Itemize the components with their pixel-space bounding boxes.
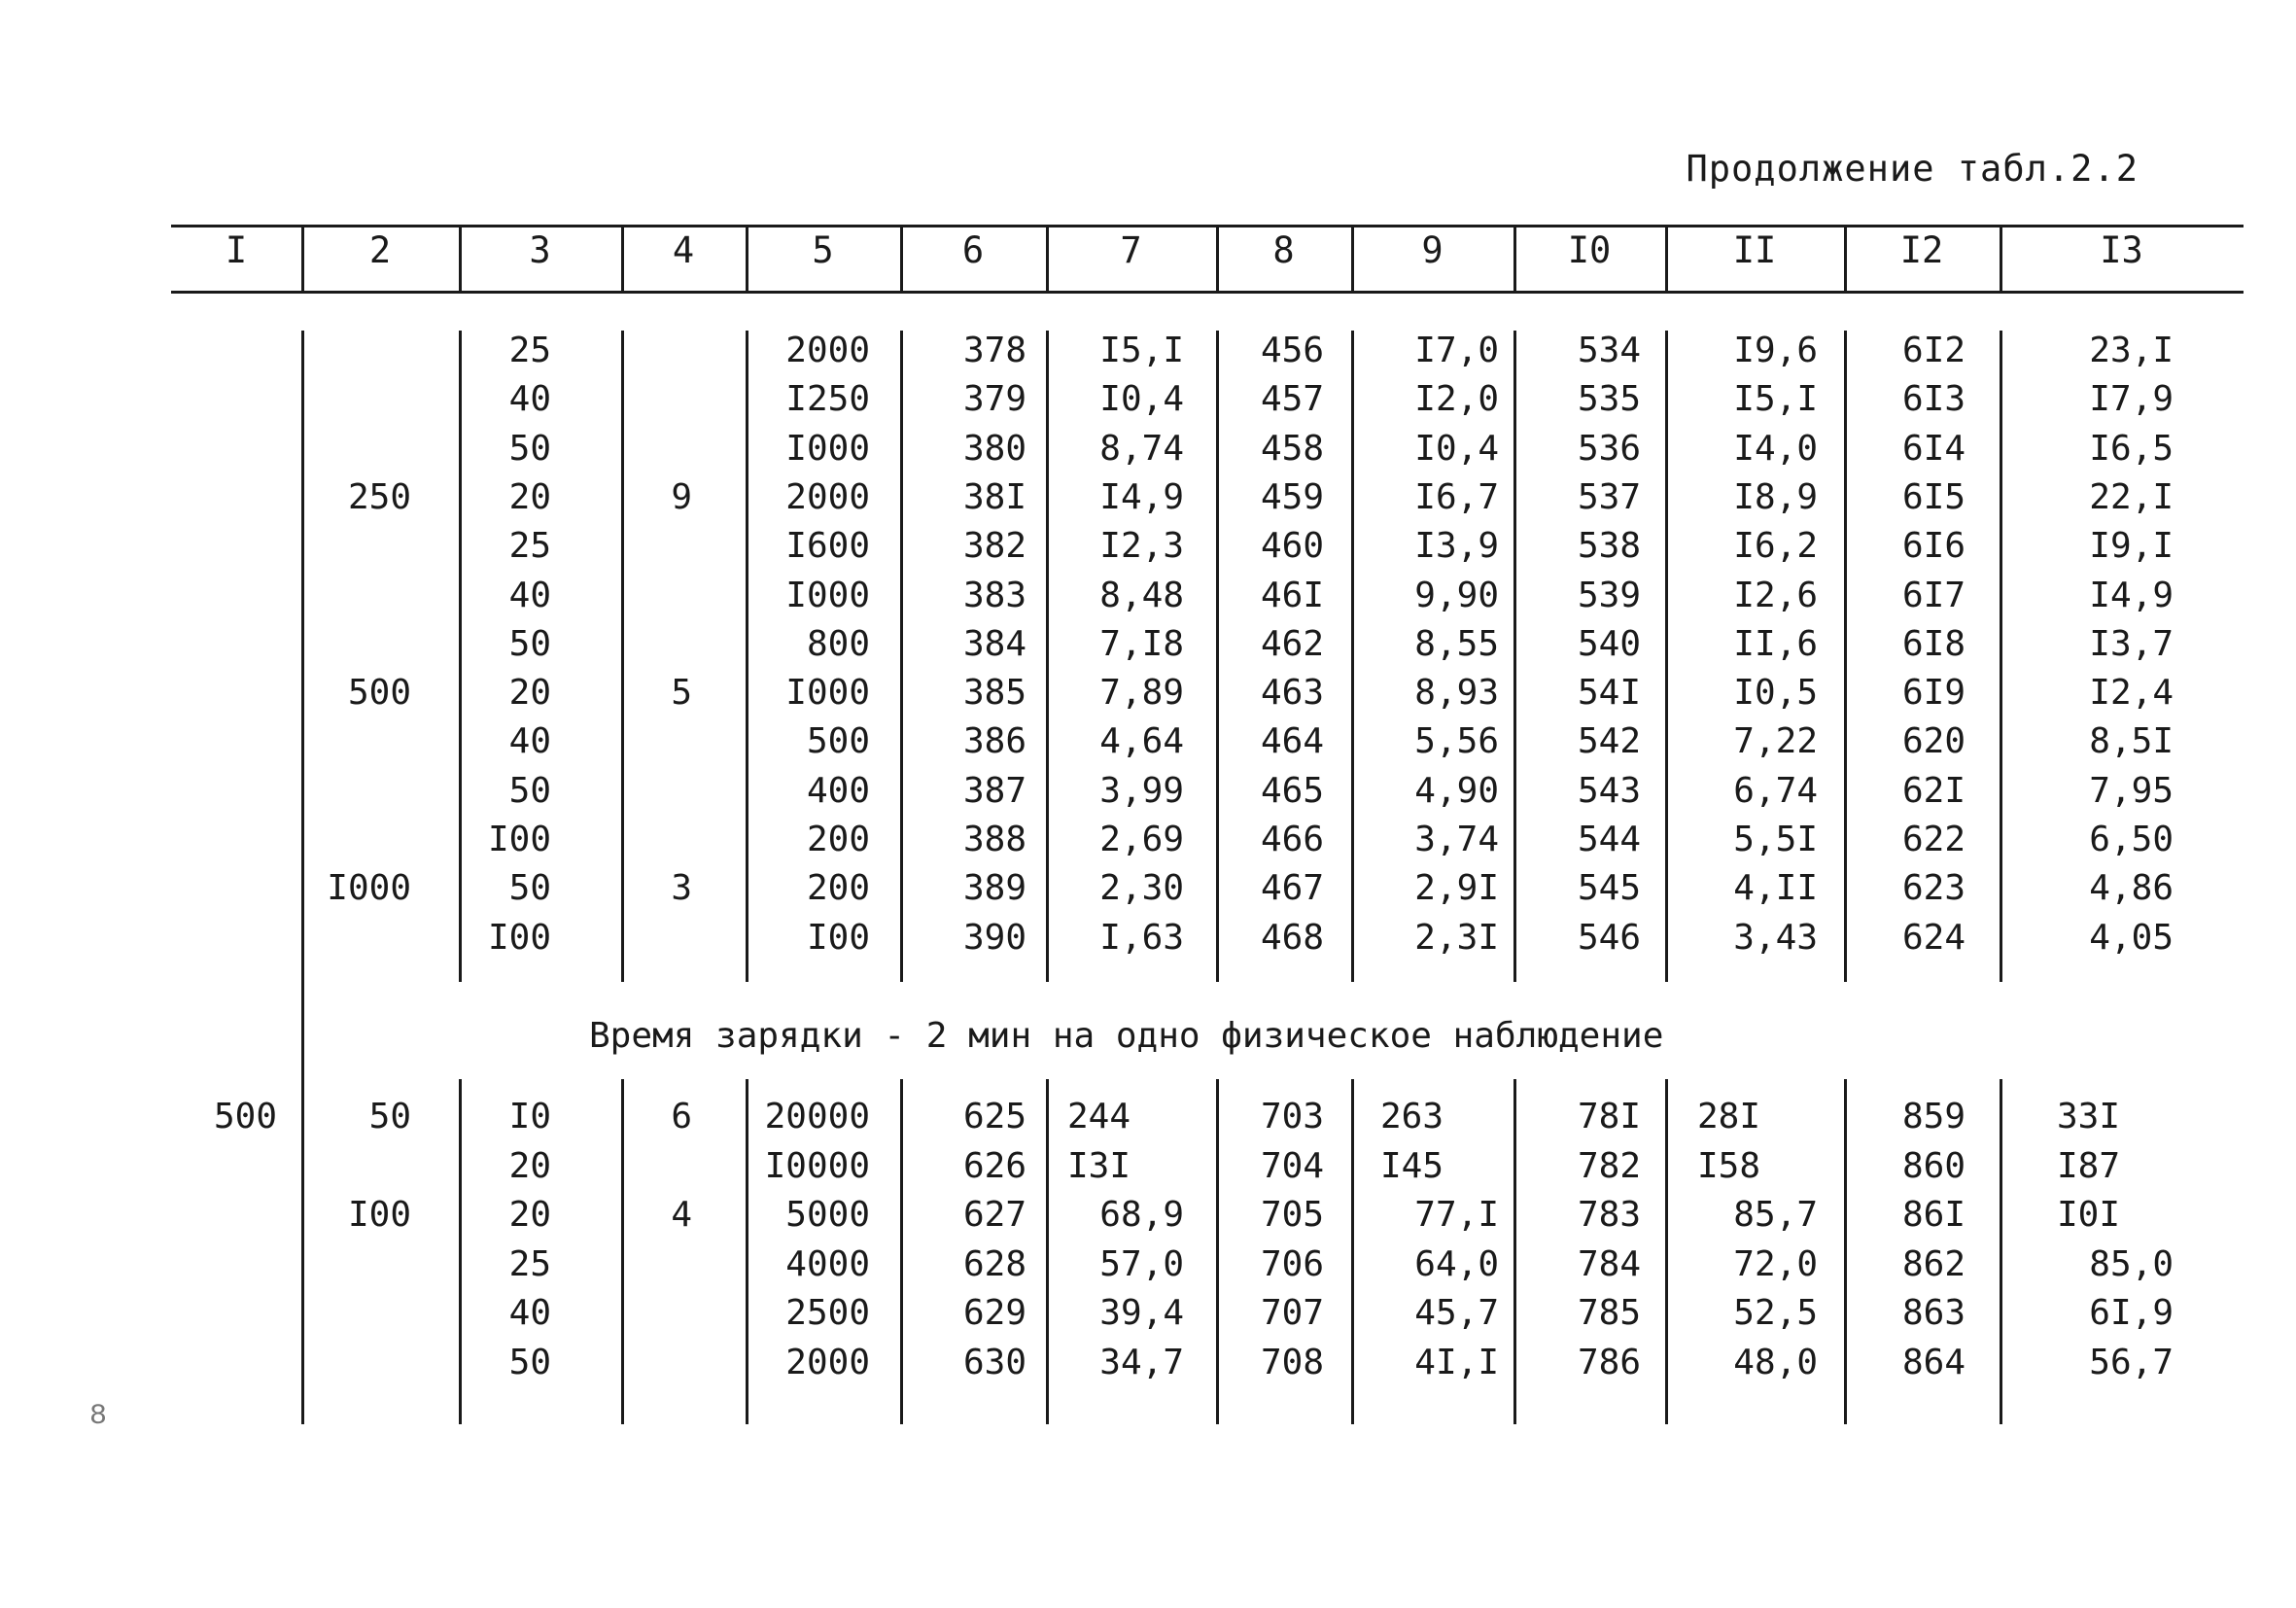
table-caption: Продолжение табл.2.2	[1686, 148, 2139, 190]
table-cell: I000	[785, 575, 870, 615]
table-cell: 538	[1577, 526, 1641, 567]
table-cell: 5,56	[1414, 721, 1499, 762]
table-cell: 860	[1901, 1145, 1966, 1186]
table-cell: 388	[962, 820, 1026, 859]
table-cell: 50	[368, 1097, 411, 1136]
table-cell: 464	[1260, 721, 1324, 762]
table-cell: 50	[508, 868, 551, 909]
table-cell: 6I7	[1901, 575, 1966, 615]
table-cell: 7,I8	[1099, 623, 1184, 664]
table-cell: 862	[1901, 1243, 1966, 1284]
table-cell: 535	[1577, 379, 1641, 420]
table-cell: I,63	[1099, 917, 1184, 958]
table-cell: I0000	[764, 1145, 870, 1186]
table-cell: 628	[962, 1243, 1026, 1284]
table-cell: 20000	[764, 1097, 870, 1136]
header-column-divider	[1046, 225, 1049, 293]
table-cell: I00	[487, 820, 551, 859]
table-cell: 800	[806, 623, 870, 664]
body-column-divider	[301, 982, 304, 1079]
header-column-divider	[2000, 225, 2002, 293]
header-column-divider	[1844, 225, 1847, 293]
table-cell: 8,5I	[2089, 721, 2174, 762]
table-cell: 623	[1901, 868, 1966, 909]
table-cell: 864	[1901, 1342, 1966, 1382]
table-cell: I4,9	[2089, 575, 2174, 615]
body-column-divider	[1046, 1079, 1049, 1424]
table-cell: 785	[1577, 1293, 1641, 1333]
table-cell: 459	[1260, 476, 1324, 517]
table-cell: 630	[962, 1342, 1026, 1382]
table-cell: 620	[1901, 721, 1966, 762]
column-header-3: 3	[529, 229, 551, 271]
column-header-9: 9	[1421, 229, 1444, 271]
body-column-divider	[621, 1079, 624, 1424]
table-cell: 263	[1380, 1097, 1444, 1136]
table-cell: 626	[962, 1145, 1026, 1186]
table-cell: I6,7	[1414, 476, 1499, 517]
table-cell: I9,I	[2089, 526, 2174, 567]
table-cell: 6I5	[1901, 476, 1966, 517]
body-column-divider	[2000, 1079, 2002, 1424]
table-cell: 380	[962, 428, 1026, 469]
table-cell: 859	[1901, 1097, 1966, 1136]
table-cell: 22,I	[2089, 476, 2174, 517]
table-cell: 39,4	[1099, 1293, 1184, 1333]
table-cell: I000	[785, 673, 870, 714]
table-cell: I600	[785, 526, 870, 567]
table-cell: 6I6	[1901, 526, 1966, 567]
header-column-divider	[459, 225, 462, 293]
table-cell: I4,9	[1099, 476, 1184, 517]
table-cell: 2500	[785, 1293, 870, 1333]
table-cell: 7,95	[2089, 770, 2174, 811]
table-cell: 8,93	[1414, 673, 1499, 714]
table-cell: 400	[806, 770, 870, 811]
table-cell: 467	[1260, 868, 1324, 909]
table-cell: 387	[962, 770, 1026, 811]
body-column-divider	[1351, 331, 1354, 982]
section-note: Время зарядки - 2 мин на одно физическое наблюдение	[589, 1016, 1664, 1056]
table-cell: 33I	[2057, 1097, 2121, 1136]
table-cell: 457	[1260, 379, 1324, 420]
table-cell: 540	[1577, 623, 1641, 664]
body-column-divider	[1844, 331, 1847, 982]
table-cell: I6,2	[1733, 526, 1818, 567]
table-cell: 542	[1577, 721, 1641, 762]
table-cell: 50	[508, 428, 551, 469]
table-cell: 6I4	[1901, 428, 1966, 469]
table-cell: 460	[1260, 526, 1324, 567]
table-cell: I00	[806, 917, 870, 958]
table-cell: 6I9	[1901, 673, 1966, 714]
column-header-7: 7	[1120, 229, 1142, 271]
table-cell: 458	[1260, 428, 1324, 469]
table-cell: 2,30	[1099, 868, 1184, 909]
table-cell: 782	[1577, 1145, 1641, 1186]
body-column-divider	[301, 331, 304, 982]
table-cell: 56,7	[2089, 1342, 2174, 1382]
table-cell: 5,5I	[1733, 820, 1818, 859]
table-cell: 2000	[785, 476, 870, 517]
margin-mark: 8	[89, 1400, 108, 1433]
table-cell: 64,0	[1414, 1243, 1499, 1284]
body-column-divider	[1216, 331, 1219, 982]
table-cell: I3,9	[1414, 526, 1499, 567]
table-cell: 6I,9	[2089, 1293, 2174, 1333]
table-cell: 28I	[1697, 1097, 1761, 1136]
body-column-divider	[621, 331, 624, 982]
header-column-divider	[746, 225, 748, 293]
table-cell: 78I	[1577, 1097, 1641, 1136]
table-cell: 546	[1577, 917, 1641, 958]
table-cell: I2,0	[1414, 379, 1499, 420]
table-cell: I0	[508, 1097, 551, 1136]
table-cell: I000	[327, 868, 411, 909]
table-cell: I0,4	[1099, 379, 1184, 420]
table-cell: 3,99	[1099, 770, 1184, 811]
table-cell: 704	[1260, 1145, 1324, 1186]
table-cell: 500	[347, 673, 411, 714]
table-cell: 627	[962, 1195, 1026, 1235]
column-header-8: 8	[1272, 229, 1295, 271]
table-cell: I0,5	[1733, 673, 1818, 714]
table-cell: 25	[508, 526, 551, 567]
table-cell: 3,43	[1733, 917, 1818, 958]
table-cell: 463	[1260, 673, 1324, 714]
header-bottom-rule	[171, 291, 2244, 294]
body-column-divider	[1844, 1079, 1847, 1424]
table-cell: 200	[806, 868, 870, 909]
table-cell: 86I	[1901, 1195, 1966, 1235]
table-cell: I5,I	[1733, 379, 1818, 420]
body-column-divider	[746, 331, 748, 982]
header-column-divider	[621, 225, 624, 293]
table-cell: 4,II	[1733, 868, 1818, 909]
table-cell: 3,74	[1414, 820, 1499, 859]
table-cell: 500	[806, 721, 870, 762]
table-cell: 386	[962, 721, 1026, 762]
table-cell: 378	[962, 331, 1026, 370]
header-column-divider	[900, 225, 903, 293]
table-cell: I58	[1697, 1145, 1761, 1186]
header-column-divider	[1351, 225, 1354, 293]
table-cell: 2000	[785, 331, 870, 370]
body-column-divider	[746, 1079, 748, 1424]
table-cell: 622	[1901, 820, 1966, 859]
table-cell: I3I	[1067, 1145, 1131, 1186]
table-cell: 6I3	[1901, 379, 1966, 420]
table-cell: I2,3	[1099, 526, 1184, 567]
table-cell: 72,0	[1733, 1243, 1818, 1284]
body-column-divider	[1665, 331, 1668, 982]
table-cell: I00	[347, 1195, 411, 1235]
table-cell: 705	[1260, 1195, 1324, 1235]
table-cell: 40	[508, 575, 551, 615]
table-cell: 20	[508, 1195, 551, 1235]
column-header-12: I2	[1899, 229, 1944, 271]
table-cell: 6I2	[1901, 331, 1966, 370]
table-cell: I0,4	[1414, 428, 1499, 469]
table-cell: I8,9	[1733, 476, 1818, 517]
header-column-divider	[1665, 225, 1668, 293]
table-cell: I0I	[2057, 1195, 2121, 1235]
table-cell: 40	[508, 1293, 551, 1333]
body-column-divider	[1513, 331, 1516, 982]
table-cell: I87	[2057, 1145, 2121, 1186]
table-cell: 703	[1260, 1097, 1324, 1136]
table-cell: I3,7	[2089, 623, 2174, 664]
table-cell: 390	[962, 917, 1026, 958]
table-cell: 8,48	[1099, 575, 1184, 615]
table-cell: I5,I	[1099, 331, 1184, 370]
table-cell: 6,50	[2089, 820, 2174, 859]
table-cell: 5000	[785, 1195, 870, 1235]
table-cell: 784	[1577, 1243, 1641, 1284]
body-column-divider	[1046, 331, 1049, 982]
table-cell: 20	[508, 476, 551, 517]
table-cell: 385	[962, 673, 1026, 714]
table-cell: 539	[1577, 575, 1641, 615]
table-cell: 9	[671, 476, 692, 517]
table-cell: 4,64	[1099, 721, 1184, 762]
table-cell: 5	[671, 673, 692, 714]
table-cell: 48,0	[1733, 1342, 1818, 1382]
header-column-divider	[1216, 225, 1219, 293]
table-cell: 544	[1577, 820, 1641, 859]
table-cell: 6	[671, 1097, 692, 1136]
table-cell: 537	[1577, 476, 1641, 517]
table-cell: 545	[1577, 868, 1641, 909]
table-cell: II,6	[1733, 623, 1818, 664]
table-cell: I45	[1380, 1145, 1444, 1186]
table-cell: 34,7	[1099, 1342, 1184, 1382]
table-top-rule	[171, 225, 2244, 227]
table-cell: 20	[508, 673, 551, 714]
table-cell: I9,6	[1733, 331, 1818, 370]
table-cell: 465	[1260, 770, 1324, 811]
body-column-divider	[900, 1079, 903, 1424]
table-cell: 543	[1577, 770, 1641, 811]
table-cell: 456	[1260, 331, 1324, 370]
table-cell: 625	[962, 1097, 1026, 1136]
table-cell: 382	[962, 526, 1026, 567]
table-cell: 706	[1260, 1243, 1324, 1284]
body-column-divider	[301, 1079, 304, 1424]
table-cell: 379	[962, 379, 1026, 420]
table-cell: 50	[508, 623, 551, 664]
table-cell: 707	[1260, 1293, 1324, 1333]
body-column-divider	[1351, 1079, 1354, 1424]
table-cell: I000	[785, 428, 870, 469]
table-cell: 23,I	[2089, 331, 2174, 370]
table-cell: I2,4	[2089, 673, 2174, 714]
table-cell: 8,74	[1099, 428, 1184, 469]
column-header-2: 2	[368, 229, 392, 271]
table-cell: 50	[508, 1342, 551, 1382]
table-cell: I4,0	[1733, 428, 1818, 469]
column-header-13: I3	[2100, 229, 2143, 271]
column-header-11: II	[1732, 229, 1777, 271]
body-column-divider	[1513, 1079, 1516, 1424]
table-cell: 4,90	[1414, 770, 1499, 811]
table-cell: I6,5	[2089, 428, 2174, 469]
body-column-divider	[1216, 1079, 1219, 1424]
table-cell: 6I8	[1901, 623, 1966, 664]
table-cell: 4,86	[2089, 868, 2174, 909]
table-cell: 85,0	[2089, 1243, 2174, 1284]
table-cell: I250	[785, 379, 870, 420]
table-cell: 786	[1577, 1342, 1641, 1382]
body-column-divider	[1665, 1079, 1668, 1424]
body-column-divider	[459, 331, 462, 982]
table-cell: 40	[508, 379, 551, 420]
table-cell: 863	[1901, 1293, 1966, 1333]
body-column-divider	[900, 331, 903, 982]
table-cell: 500	[213, 1097, 277, 1136]
table-cell: 4000	[785, 1243, 870, 1284]
table-cell: 46I	[1260, 575, 1324, 615]
table-cell: 20	[508, 1145, 551, 1186]
table-cell: 38I	[962, 476, 1026, 517]
header-column-divider	[1513, 225, 1516, 293]
table-cell: 384	[962, 623, 1026, 664]
table-cell: 389	[962, 868, 1026, 909]
table-cell: 4	[671, 1195, 692, 1235]
table-cell: I7,0	[1414, 331, 1499, 370]
table-cell: 40	[508, 721, 551, 762]
table-cell: I7,9	[2089, 379, 2174, 420]
table-cell: 2,9I	[1414, 868, 1499, 909]
table-cell: 57,0	[1099, 1243, 1184, 1284]
table-cell: 536	[1577, 428, 1641, 469]
table-cell: 77,I	[1414, 1195, 1499, 1235]
table-cell: 2,69	[1099, 820, 1184, 859]
table-cell: 462	[1260, 623, 1324, 664]
column-header-4: 4	[672, 229, 695, 271]
table-cell: 68,9	[1099, 1195, 1184, 1235]
table-cell: 25	[508, 331, 551, 370]
table-cell: 468	[1260, 917, 1324, 958]
table-cell: 45,7	[1414, 1293, 1499, 1333]
table-cell: 2000	[785, 1342, 870, 1382]
table-cell: I00	[487, 917, 551, 958]
table-cell: 7,89	[1099, 673, 1184, 714]
table-cell: 200	[806, 820, 870, 859]
table-cell: 244	[1067, 1097, 1131, 1136]
column-header-10: I0	[1567, 229, 1612, 271]
table-cell: 62I	[1901, 770, 1966, 811]
table-cell: 8,55	[1414, 623, 1499, 664]
table-cell: 50	[508, 770, 551, 811]
table-cell: 6,74	[1733, 770, 1818, 811]
table-cell: 7,22	[1733, 721, 1818, 762]
body-column-divider	[2000, 331, 2002, 982]
table-cell: 54I	[1577, 673, 1641, 714]
table-cell: 629	[962, 1293, 1026, 1333]
table-cell: 9,90	[1414, 575, 1499, 615]
table-cell: 250	[347, 476, 411, 517]
table-cell: 534	[1577, 331, 1641, 370]
table-cell: 25	[508, 1243, 551, 1284]
table-cell: 708	[1260, 1342, 1324, 1382]
table-cell: 3	[671, 868, 692, 909]
table-cell: 85,7	[1733, 1195, 1818, 1235]
body-column-divider	[459, 1079, 462, 1424]
table-cell: 4I,I	[1414, 1342, 1499, 1382]
table-cell: 2,3I	[1414, 917, 1499, 958]
column-header-1: I	[225, 229, 248, 271]
table-cell: 4,05	[2089, 917, 2174, 958]
column-header-6: 6	[961, 229, 985, 271]
table-cell: 466	[1260, 820, 1324, 859]
table-cell: 383	[962, 575, 1026, 615]
table-cell: 624	[1901, 917, 1966, 958]
header-column-divider	[301, 225, 304, 293]
table-cell: 52,5	[1733, 1293, 1818, 1333]
column-header-5: 5	[812, 229, 834, 271]
table-cell: 783	[1577, 1195, 1641, 1235]
table-cell: I2,6	[1733, 575, 1818, 615]
